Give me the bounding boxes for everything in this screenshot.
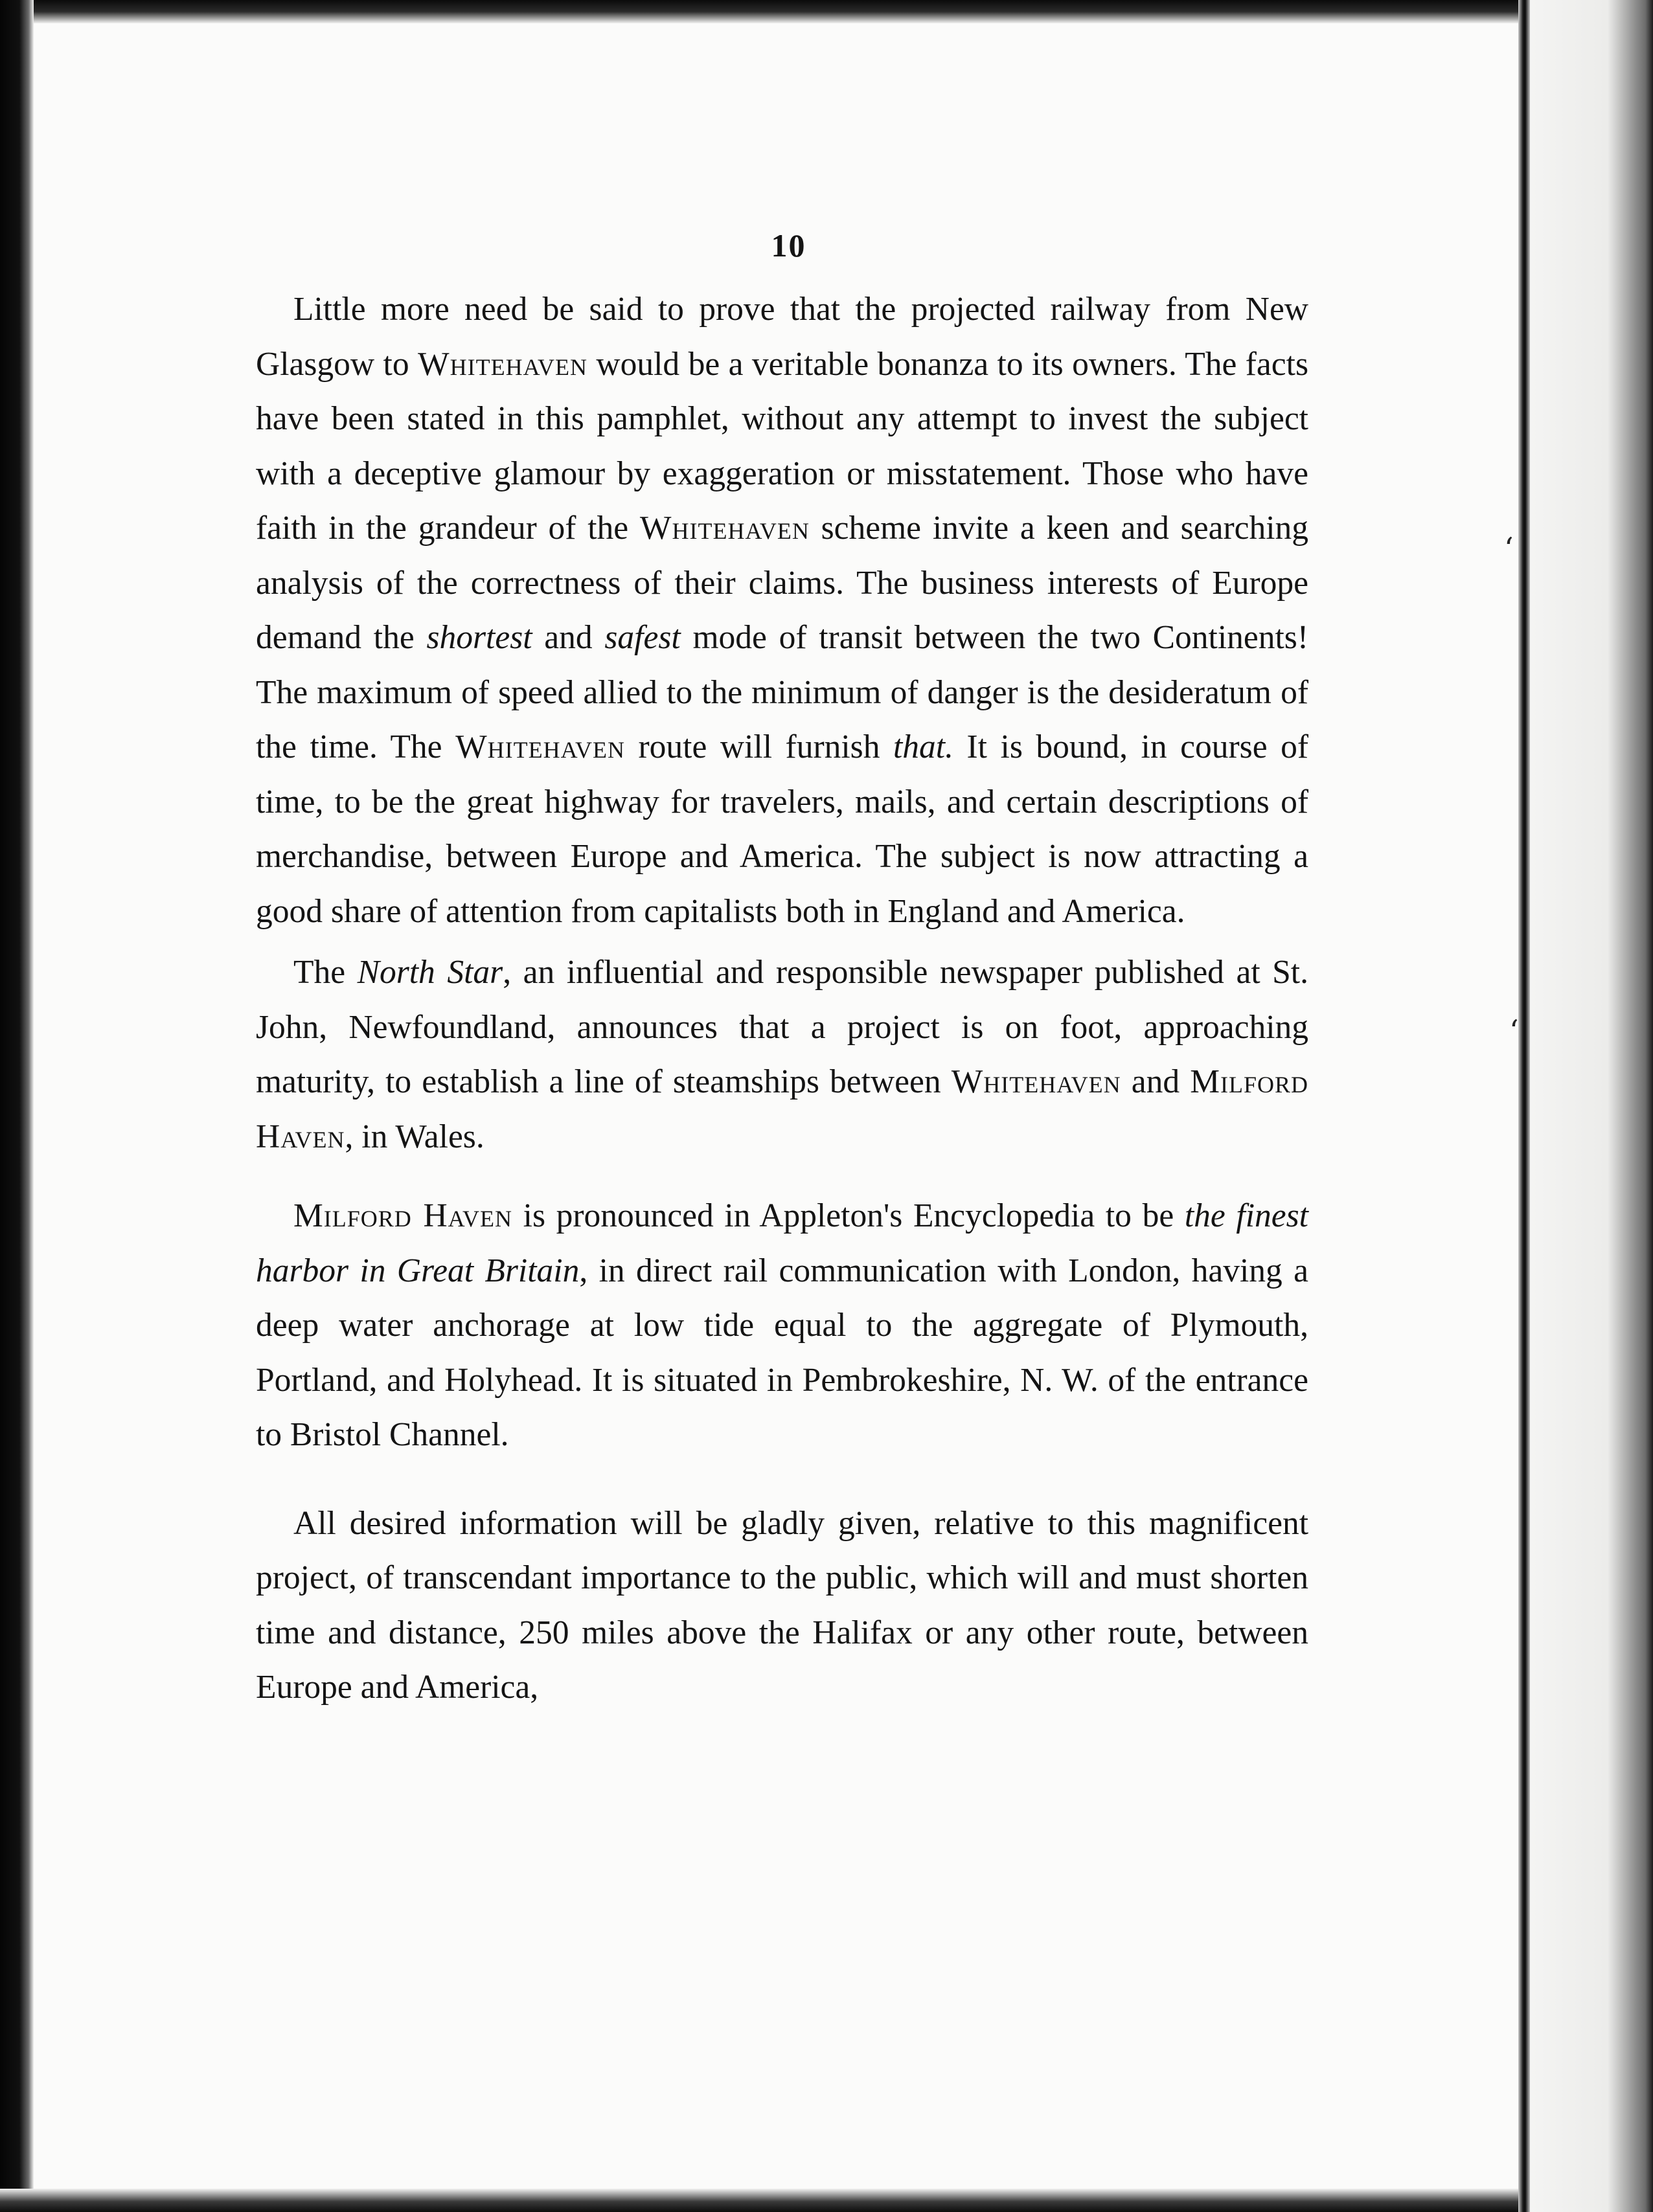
small-caps-text: Milford Haven (293, 1197, 512, 1234)
paragraph (256, 1189, 1308, 1463)
paragraph (256, 1496, 1308, 1715)
italic-text: safest (604, 619, 681, 656)
body-text: would be a veritable bonanza to its owners. The facts have been stated in this pamphlet, without any attempt to invest the subject with a deceptive glamour by exaggeration or misstatement. Those who have faith in the grandeur of the (256, 345, 1308, 547)
page-body (256, 227, 1308, 1715)
body-text: and (532, 619, 605, 656)
italic-text: North Star (357, 954, 503, 991)
facing-page-edge (1530, 0, 1653, 2212)
paragraph (256, 282, 1308, 939)
scan-bottom-edge (0, 2189, 1653, 2212)
body-text: Little more need be said to prove that the projected railway from New Glasgow to (256, 291, 1308, 383)
italic-text: shortest (426, 619, 532, 656)
book-gutter (1518, 0, 1530, 2212)
margin-mark-2: ʻ (1509, 1013, 1519, 1048)
body-text: and (1121, 1063, 1191, 1100)
body-text: The (293, 954, 358, 991)
body-text: route will furnish (625, 728, 893, 765)
small-caps-text: Whitehaven (951, 1063, 1121, 1100)
small-caps-text: Whitehaven (639, 510, 810, 547)
italic-text: that. (893, 728, 953, 765)
small-caps-text: Whitehaven (455, 728, 625, 765)
body-text: , in Wales. (345, 1118, 484, 1155)
body-text: , in direct rail communication with London, having a deep water anchorage at low tide equal to the aggregate of Plymouth, Portland, and Holyhead. It is situated in Pembrokeshire, N. W. of the entrance to Bristol Channel. (256, 1252, 1308, 1453)
italic-text: the finest harbor in Great Britain (256, 1197, 1308, 1289)
paragraph (256, 945, 1308, 1164)
small-caps-text: Whitehaven (418, 345, 587, 383)
body-text: scheme invite a keen and searching analysis of the correctness of their claims. The business interests of Europe demand the (256, 510, 1309, 656)
body-text: All desired information will be gladly given, relative to this magnificent project, of transcendant importance to the public, which will and must shorten time and distance, 250 miles above the Halifax or any other route, between Europe and America, (256, 1504, 1308, 1706)
scan-left-edge (0, 0, 34, 2212)
body-text: mode of transit between the two Continents! The maximum of speed allied to the minimum of danger is the desideratum of the time. The (256, 619, 1309, 765)
body-text: , an influential and responsible newspaper published at St. John, Newfoundland, announces that a project is on foot, approaching maturity, to establish a line of steamships between (256, 954, 1308, 1100)
scan-top-edge (0, 0, 1653, 23)
body-text: It is bound, in course of time, to be the great highway for travelers, mails, and certain descriptions of merchandise, between Europe and America. The subject is now attracting a good share of attention from capitalists both in England and America. (256, 728, 1308, 930)
margin-mark-1: ʻ (1504, 531, 1514, 566)
small-caps-text: Milford Haven (256, 1063, 1308, 1155)
page-number: 10 (771, 227, 806, 264)
body-text: is pronounced in Appleton's Encyclopedia to be (512, 1197, 1185, 1234)
